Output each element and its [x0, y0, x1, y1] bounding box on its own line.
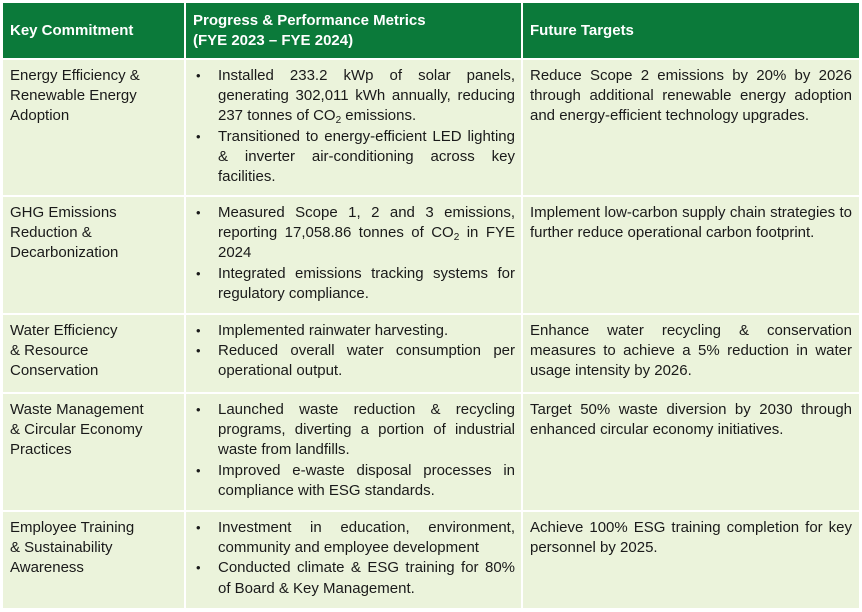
table-header-row	[3, 3, 859, 59]
commitment-line: Conservation	[10, 362, 99, 380]
commitment-cell	[3, 314, 185, 393]
commitment-line: Renewable Energy	[10, 87, 137, 105]
commitment-line: Waste Management	[10, 401, 144, 418]
commitment-line: GHG Emissions	[10, 204, 117, 221]
metric-item: • Improved e-waste disposal processes in compliance with ESG standards.	[196, 461, 515, 499]
commitment-cell	[3, 59, 185, 196]
commitment-cell	[3, 511, 185, 608]
commitment-line: Practices	[10, 441, 72, 459]
commitment-line: Reduction &	[10, 224, 92, 242]
bullet-icon: •	[196, 560, 201, 576]
commitment-cell	[3, 393, 185, 511]
metric-item: • Transitioned to energy-efficient LED lighting & inverter air-conditioning across key facilities.	[196, 127, 515, 186]
metrics-cell	[185, 196, 522, 314]
metrics-cell	[185, 511, 522, 608]
metric-item: • Reduced overall water consumption per operational output.	[196, 342, 515, 380]
bullet-icon: •	[196, 68, 201, 83]
table-row	[3, 196, 859, 314]
target-cell: Enhance water recycling & conservation measures to achieve a 5% reduction in water usage intensity by 2026.	[522, 314, 859, 393]
target-cell: Implement low-carbon supply chain strategies to further reduce operational carbon footprint.	[522, 196, 859, 314]
metric-item: • Launched waste reduction & recycling programs, diverting a portion of industrial waste from landfills.	[196, 401, 515, 459]
metric-item: • Conducted climate & ESG training for 80% of Board & Key Management.	[196, 559, 515, 597]
target-cell: Achieve 100% ESG training completion for key personnel by 2025.	[522, 511, 859, 608]
table-row	[3, 59, 859, 196]
header-progress-title: Progress & Performance Metrics	[193, 11, 426, 29]
commitment-line: & Circular Economy	[10, 421, 143, 439]
commitment-line: Energy Efficiency &	[10, 67, 140, 84]
metric-item: • Installed 233.2 kWp of solar panels, generating 302,011 kWh annually, reducing 237 tonnes of $CO_2$ emissions.	[196, 67, 515, 127]
header-progress-metrics	[185, 3, 522, 59]
table-row	[3, 393, 859, 511]
metrics-cell	[185, 59, 522, 196]
metric-item: • Integrated emissions tracking systems for regulatory compliance.	[196, 264, 515, 302]
commitment-line: Decarbonization	[10, 244, 119, 262]
header-key-commitment: Key Commitment	[3, 3, 185, 59]
commitment-line: & Resource	[10, 342, 89, 360]
bullet-icon: •	[196, 323, 201, 338]
commitment-line: & Sustainability	[10, 539, 113, 557]
commitment-line: Awareness	[10, 559, 84, 577]
commitment-cell	[3, 196, 185, 314]
table-row	[3, 314, 859, 393]
bullet-icon: •	[196, 343, 201, 359]
bullet-icon: •	[196, 265, 201, 281]
bullet-icon: •	[196, 402, 201, 417]
commitment-line: Water Efficiency	[10, 322, 118, 339]
bullet-icon: •	[196, 462, 201, 478]
metrics-cell	[185, 314, 522, 393]
commitment-line: Employee Training	[10, 519, 135, 536]
target-cell: Target 50% waste diversion by 2030 through enhanced circular economy initiatives.	[522, 393, 859, 511]
bullet-icon: •	[196, 128, 201, 144]
metric-item: • Measured Scope 1, 2 and 3 emissions, reporting 17,058.86 tonnes of $CO_2$ in FYE 2024	[196, 204, 515, 262]
esg-commitments-table	[3, 3, 859, 608]
header-progress-period: (FYE 2023 – FYE 2024)	[193, 31, 354, 49]
metric-item: • Investment in education, environment, community and employee development	[196, 519, 515, 557]
metric-item: • Implemented rainwater harvesting.	[192, 321, 515, 341]
table-row	[3, 511, 859, 608]
target-cell: Reduce Scope 2 emissions by 20% by 2026 through additional renewable energy adoption and energy-efficient technology upgrades.	[522, 59, 859, 196]
bullet-icon: •	[196, 205, 201, 220]
header-future-targets: Future Targets	[522, 3, 859, 59]
commitment-line: Adoption	[10, 107, 70, 125]
bullet-icon: •	[196, 520, 201, 535]
metrics-cell	[185, 393, 522, 511]
